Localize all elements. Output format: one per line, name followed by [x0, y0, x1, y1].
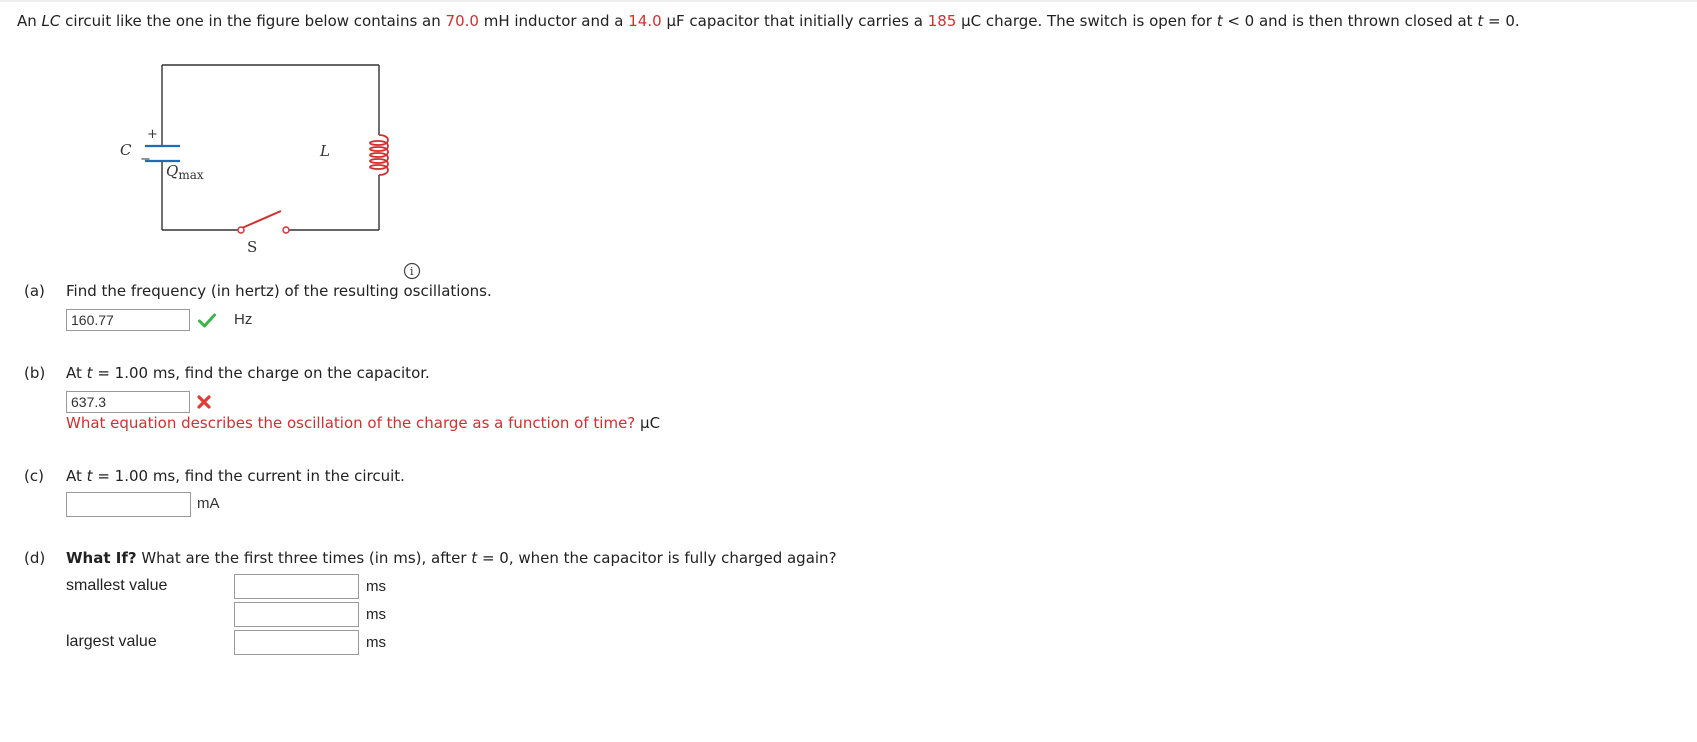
cross-icon: [196, 394, 212, 410]
part-d-answer-1-input[interactable]: [234, 574, 359, 599]
part-d-answer-3-input[interactable]: [234, 630, 359, 655]
part-c-question: [24, 467, 405, 485]
svg-text:i: i: [410, 265, 414, 278]
part-c-unit: mA: [197, 495, 220, 512]
part-d-text: = 0, when the capacitor is fully charged again?: [477, 549, 837, 567]
part-d-unit-2: ms: [366, 606, 386, 623]
part-a-question: [24, 282, 492, 300]
capacitor-plus-sign: +: [147, 127, 158, 142]
time-variable: t: [1477, 12, 1484, 30]
intro-text: < 0 and is then thrown closed at: [1222, 12, 1478, 30]
switch-symbol: [238, 211, 289, 233]
part-d-unit-1: ms: [366, 578, 386, 595]
what-if-heading: What If?: [66, 549, 137, 567]
intro-text: mH inductor and a: [478, 12, 629, 30]
part-d-label: (d): [24, 549, 46, 567]
part-b-label: (b): [24, 364, 46, 382]
time-variable: t: [86, 364, 93, 382]
time-variable: t: [1216, 12, 1223, 30]
feedback-text: What equation describes the oscillation of the charge as a function of time?: [66, 414, 636, 432]
part-d-unit-3: ms: [366, 634, 386, 651]
part-b-unit: µC: [640, 414, 661, 432]
largest-value-label: largest value: [66, 633, 157, 650]
check-icon: [198, 313, 216, 328]
info-icon[interactable]: [403, 262, 421, 280]
part-a-unit: Hz: [234, 311, 253, 328]
inductor-label: L: [320, 142, 330, 160]
part-b-text: = 1.00 ms, find the charge on the capacitor.: [92, 364, 430, 382]
time-variable: t: [86, 467, 93, 485]
part-c-answer-input[interactable]: [66, 492, 191, 517]
part-d-text: What are the first three times (in ms), after: [136, 549, 472, 567]
circuit-wires: [162, 65, 379, 230]
qmax-label: $Q_{max}$: [166, 162, 204, 182]
part-c-text: At: [66, 467, 87, 485]
part-d-answer-2-input[interactable]: [234, 602, 359, 627]
intro-text: = 0.: [1483, 12, 1520, 30]
part-c-label: (c): [24, 467, 44, 485]
top-divider: [0, 0, 1697, 2]
part-a-label: (a): [24, 282, 45, 300]
intro-text: circuit like the one in the figure below contains an: [60, 12, 446, 30]
inductor-coil: [370, 135, 388, 175]
part-b-feedback: [66, 414, 660, 432]
part-b-answer-input[interactable]: 637.3: [66, 391, 190, 413]
inductance-value: 70.0: [445, 12, 479, 30]
smallest-value-label: smallest value: [66, 577, 168, 594]
part-a-text: Find the frequency (in hertz) of the resulting oscillations.: [66, 282, 492, 300]
capacitor-label: C: [120, 141, 132, 159]
time-variable: t: [471, 549, 478, 567]
part-c-text: = 1.00 ms, find the current in the circuit.: [92, 467, 405, 485]
part-b-question: [24, 364, 430, 382]
intro-text: An: [17, 12, 42, 30]
charge-value: 185: [927, 12, 957, 30]
capacitance-value: 14.0: [628, 12, 662, 30]
lc-circuit-figure: [105, 55, 405, 265]
switch-label: S: [247, 238, 258, 256]
intro-text: µC charge. The switch is open for: [956, 12, 1217, 30]
intro-lc: LC: [41, 12, 61, 30]
capacitor-minus-sign: −: [140, 152, 151, 167]
intro-text: µF capacitor that initially carries a: [661, 12, 928, 30]
part-a-answer-input[interactable]: 160.77: [66, 309, 190, 331]
problem-statement: [17, 12, 1520, 30]
part-d-question: [24, 549, 837, 567]
part-b-text: At: [66, 364, 87, 382]
